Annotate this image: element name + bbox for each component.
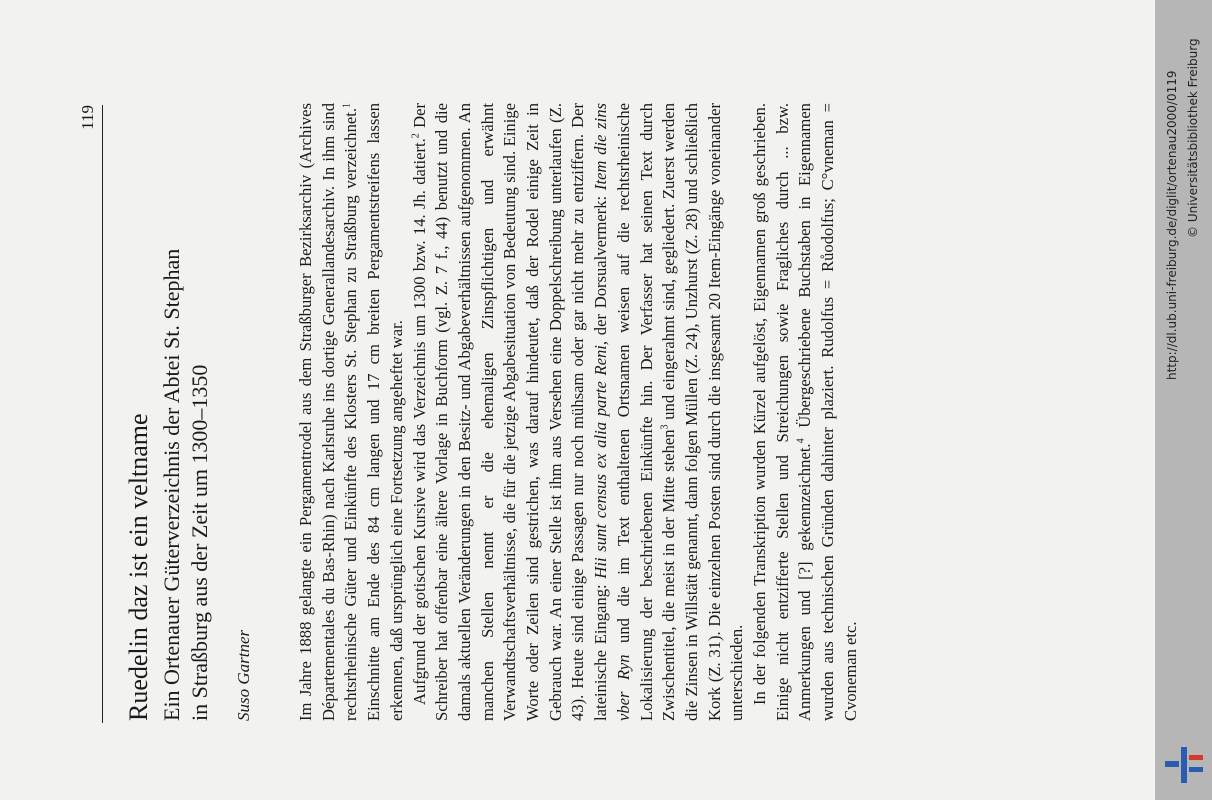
paragraph: Im Jahre 1888 gelangte ein Pergamentrodel aus dem Straßburger Bezirksarchiv (Archives Départementales du Bas-Rhin) nach Karlsruhe ins dortige Generallandesarchiv. In ihm sind rechtsrheinische Güter und Einkünfte des Klosters St. Stephan zu Straßburg verzeichnet.$^1$ Einschnitte am Ende des 84 cm langen und 17 cm breiten Pergamentstreifens lassen erkennen, daß ursprünglich eine Fortsetzung angeheftet war. <box>296 103 406 721</box>
footnote-ref: 2 <box>409 133 421 139</box>
subtitle-line: in Straßburg aus der Zeit um 1300–1350 <box>187 364 212 721</box>
library-sidebar <box>1155 0 1212 800</box>
author-name: Suso Gartner <box>234 629 253 721</box>
article-title: Ruedelin daz ist ein veltname <box>124 413 153 721</box>
source-url[interactable]: http://dl.ub.uni-freiburg.de/diglit/ortenau2000/0119 <box>1165 70 1179 380</box>
article-subtitle <box>158 81 214 721</box>
footnote-ref: 3 <box>659 424 671 430</box>
header-rule <box>102 105 103 723</box>
copyright-notice: © Universitätsbibliothek Freiburg <box>1186 38 1200 238</box>
footnote-ref: 4 <box>795 438 807 444</box>
sidebar-rotated <box>1155 0 1212 800</box>
page-number: 119 <box>78 105 97 130</box>
paragraph: In der folgenden Transkription wurden Kürzel aufgelöst, Eigennamen groß geschrieben. Einige nicht entzifferte Stellen und Streichungen sowie Fragliches durch ... bzw. Anmerkungen und [?] gekennzeichnet.$^4$ Übergeschriebene Buchstaben in Eigennamen wurden aus technischen Gründen dahinter plaziert. Rudolfus = Růodolfus; C°vneman = Cvoneman etc. <box>750 103 860 721</box>
footnote-ref: 1 <box>341 103 353 108</box>
paragraph: Aufgrund der gotischen Kursive wird das Verzeichnis um 1300 bzw. 14. Jh. datiert.$^2$ Der Schreiber hat offenbar eine ältere Vorlage in Buchform (vgl. Z. 7 f., 44) benutzt und die damals aktuellen Veränderungen in den Besitz- und Abgabeverhältnissen aufgenommen. An manchen Stellen nennt er die ehemaligen Zinspflichtigen und erwähnt Verwandtschaftsverhältnisse, die für die jetzige Abgabesituation von Bedeutung sind. Einige Worte oder Zeilen sind gestrichen, was darauf hindeutet, daß der Rodel einige Zeit in Gebrauch war. An einer Stelle ist ihm aus Versehen eine Doppelschreibung unterlaufen (Z. 43). Heute sind einige Passagen nur noch mühsam oder gar nicht mehr zu entziffern. Der lateinische Eingang: Hii sunt census ex alia parte Reni, der Dorsualvermerk: Item die zins vber Ryn und die im Text enthaltenen Ortsnamen weisen auf die rechtsrheinische Lokalisierung der beschriebenen Einkünfte hin. Der Verfasser hat seinen Text durch Zwischentitel, die meist in der Mitte stehen$^3$ und eingerahmt sind, gegliedert. Zuerst werden die Zinsen in Willstätt genannt, dann folgen Müllen (Z. 24), Unzhurst (Z. 28) und schließlich Kork (Z. 31). Die einzelnen Posten sind durch die insgesamt 20 Item-Eingänge voneinander unterschieden. <box>409 103 747 721</box>
subtitle-line: Ein Ortenauer Güterverzeichnis der Abtei St. Stephan <box>159 248 184 721</box>
article-body <box>295 103 863 721</box>
university-library-logo-icon <box>1163 745 1207 785</box>
